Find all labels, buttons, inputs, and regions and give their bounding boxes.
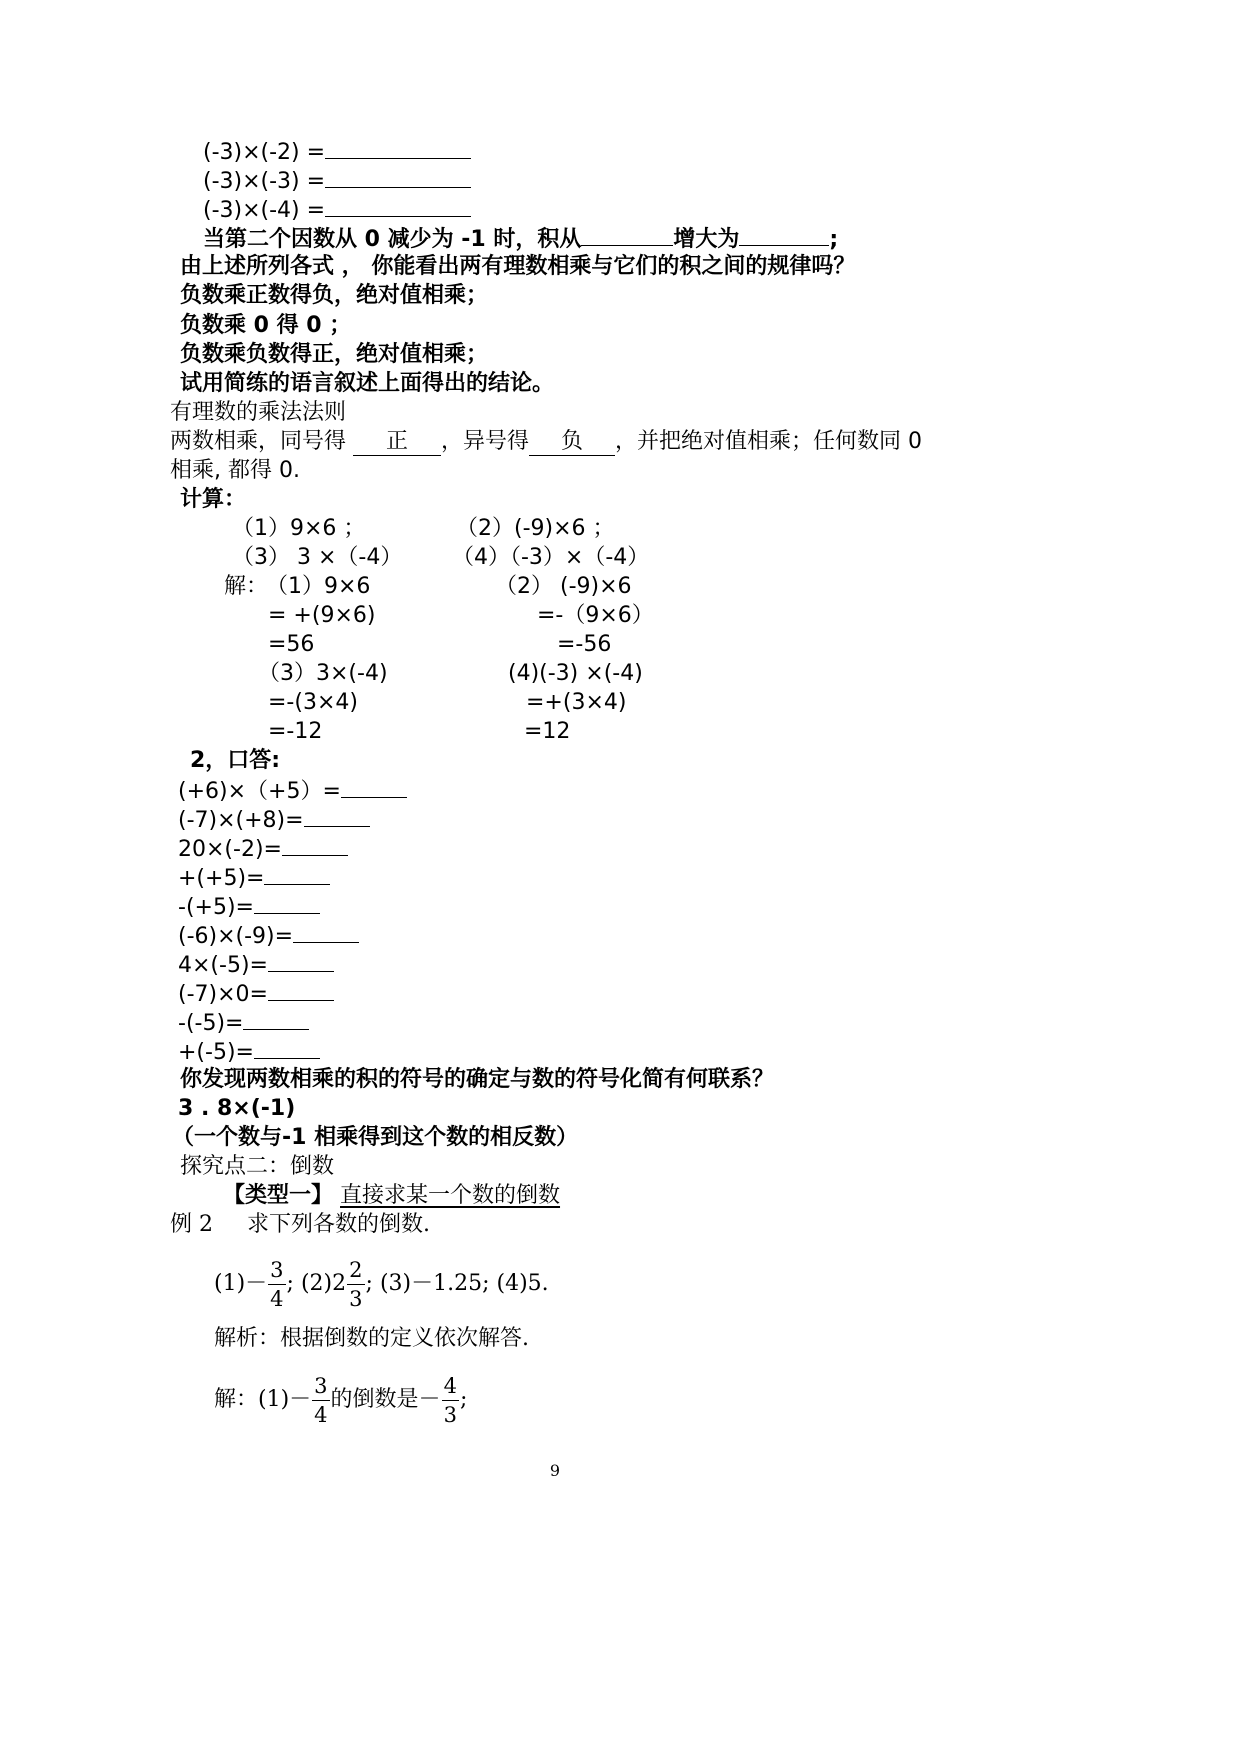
oral-item: (-7)×0=	[178, 980, 334, 1008]
rule-line-1: 两数相乘，同号得 正 ，异号得 负 ，并把绝对值相乘；任何数同 0	[170, 429, 923, 454]
explore-title: 探究点二：倒数	[180, 1154, 335, 1179]
answer-blank	[243, 1009, 309, 1030]
rule-line-2: 相乘, 都得 0.	[170, 458, 300, 483]
oral-item: +(-5)=	[178, 1038, 320, 1066]
oral-item: +(+5)=	[178, 864, 330, 892]
calc-problem-4: （4）（-3）×（-4）	[452, 545, 650, 570]
oral-item: (-7)×(+8)=	[178, 806, 370, 834]
fill-same-sign: 正	[353, 429, 441, 456]
rule-summary-prompt: 试用简练的语言叙述上面得出的结论。	[180, 371, 555, 396]
type-title: 直接求某一个数的倒数	[340, 1183, 561, 1208]
analysis: 解析：根据倒数的定义依次解答.	[214, 1326, 529, 1351]
product-line-1: (-3)×(-2) =	[203, 138, 471, 166]
rule-question: 由上述所列各式 ， 你能看出两有理数相乘与它们的积之间的规律吗？	[180, 254, 856, 279]
oral-item: -(-5)=	[178, 1009, 309, 1037]
solution-1-step-1: （1）9×6	[266, 574, 371, 599]
fill-diff-sign: 负	[529, 429, 615, 456]
oral-item: (+6)×（+5）=	[178, 777, 407, 805]
solution-4-step-1: (4)(-3) ×(-4)	[508, 661, 643, 686]
answer-blank	[739, 225, 829, 246]
solution-4-step-3: =12	[524, 719, 571, 744]
product-line-3: (-3)×(-4) =	[203, 196, 471, 224]
fraction-three-quarters: $\frac{3}{4}$	[270, 1257, 284, 1311]
fraction-two-thirds: $\frac{2}{3}$	[349, 1257, 363, 1311]
answer-blank	[325, 196, 471, 217]
type-heading: 【类型一】 直接求某一个数的倒数	[223, 1183, 561, 1208]
calc-title: 计算：	[180, 487, 247, 512]
answer-blank	[325, 138, 471, 159]
rule-neg-zero: 负数乘 0 得 0 ；	[180, 313, 352, 338]
calc-problem-2: （2）(-9)×6 ；	[456, 516, 615, 541]
answer-line: 解：(1)－ $\frac{3}{4}$ 的倒数是－ $\frac{4}{3}$ ;	[214, 1373, 468, 1427]
answer-blank	[293, 922, 359, 943]
question-3-note: （一个数与-1 相乘得到这个数的相反数）	[172, 1125, 579, 1150]
oral-question: 你发现两数相乘的积的符号的确定与数的符号化简有何联系？	[180, 1067, 775, 1092]
oral-item: 4×(-5)=	[178, 951, 334, 979]
example-items: (1)－ $\frac{3}{4}$ ; (2)2 $\frac{2}{3}$ ; (3)－1.25; (4)5.	[214, 1257, 549, 1311]
answer-blank	[282, 835, 348, 856]
oral-item: 20×(-2)=	[178, 835, 348, 863]
calc-problem-1: （1）9×6 ；	[232, 516, 366, 541]
fraction-four-thirds: $\frac{4}{3}$	[443, 1373, 457, 1427]
question-3: 3 . 8×(-1)	[178, 1096, 296, 1121]
answer-blank	[341, 777, 407, 798]
solution-3-step-3: =-12	[268, 719, 323, 744]
answer-blank	[268, 951, 334, 972]
answer-blank	[264, 864, 330, 885]
answer-blank	[268, 980, 334, 1001]
rule-neg-pos: 负数乘正数得负，绝对值相乘；	[180, 283, 489, 308]
solution-1-step-3: =56	[268, 632, 315, 657]
answer-blank	[325, 167, 471, 188]
solution-1-step-2: = +(9×6)	[268, 603, 376, 628]
oral-title: 2，口答:	[190, 748, 281, 773]
second-factor-line: 当第二个因数从 0 减少为 -1 时，积从 增大为 ;	[203, 227, 839, 252]
calc-problem-3: （3） 3 ×（-4）	[232, 545, 403, 570]
oral-item: (-6)×(-9)=	[178, 922, 359, 950]
answer-blank	[254, 1038, 320, 1059]
answer-blank	[254, 893, 320, 914]
solution-2-step-2: =-（9×6）	[537, 603, 654, 628]
oral-item: -(+5)=	[178, 893, 320, 921]
solution-3-step-2: =-(3×4)	[268, 690, 358, 715]
fraction-three-quarters: $\frac{3}{4}$	[314, 1373, 328, 1427]
answer-blank	[581, 225, 673, 246]
answer-blank	[304, 806, 370, 827]
solution-4-step-2: =+(3×4)	[526, 690, 627, 715]
solution-3-step-1: （3）3×(-4)	[258, 661, 388, 686]
rule-title: 有理数的乘法法则	[170, 400, 347, 425]
solution-2-step-1: （2） (-9)×6	[495, 574, 632, 599]
product-line-2: (-3)×(-3) =	[203, 167, 471, 195]
solution-label: 解：	[224, 574, 269, 599]
page-number: 9	[549, 1461, 561, 1480]
rule-neg-neg: 负数乘负数得正，绝对值相乘；	[180, 342, 489, 367]
example-2: 例 2 求下列各数的倒数.	[170, 1212, 430, 1237]
solution-2-step-3: =-56	[557, 632, 612, 657]
